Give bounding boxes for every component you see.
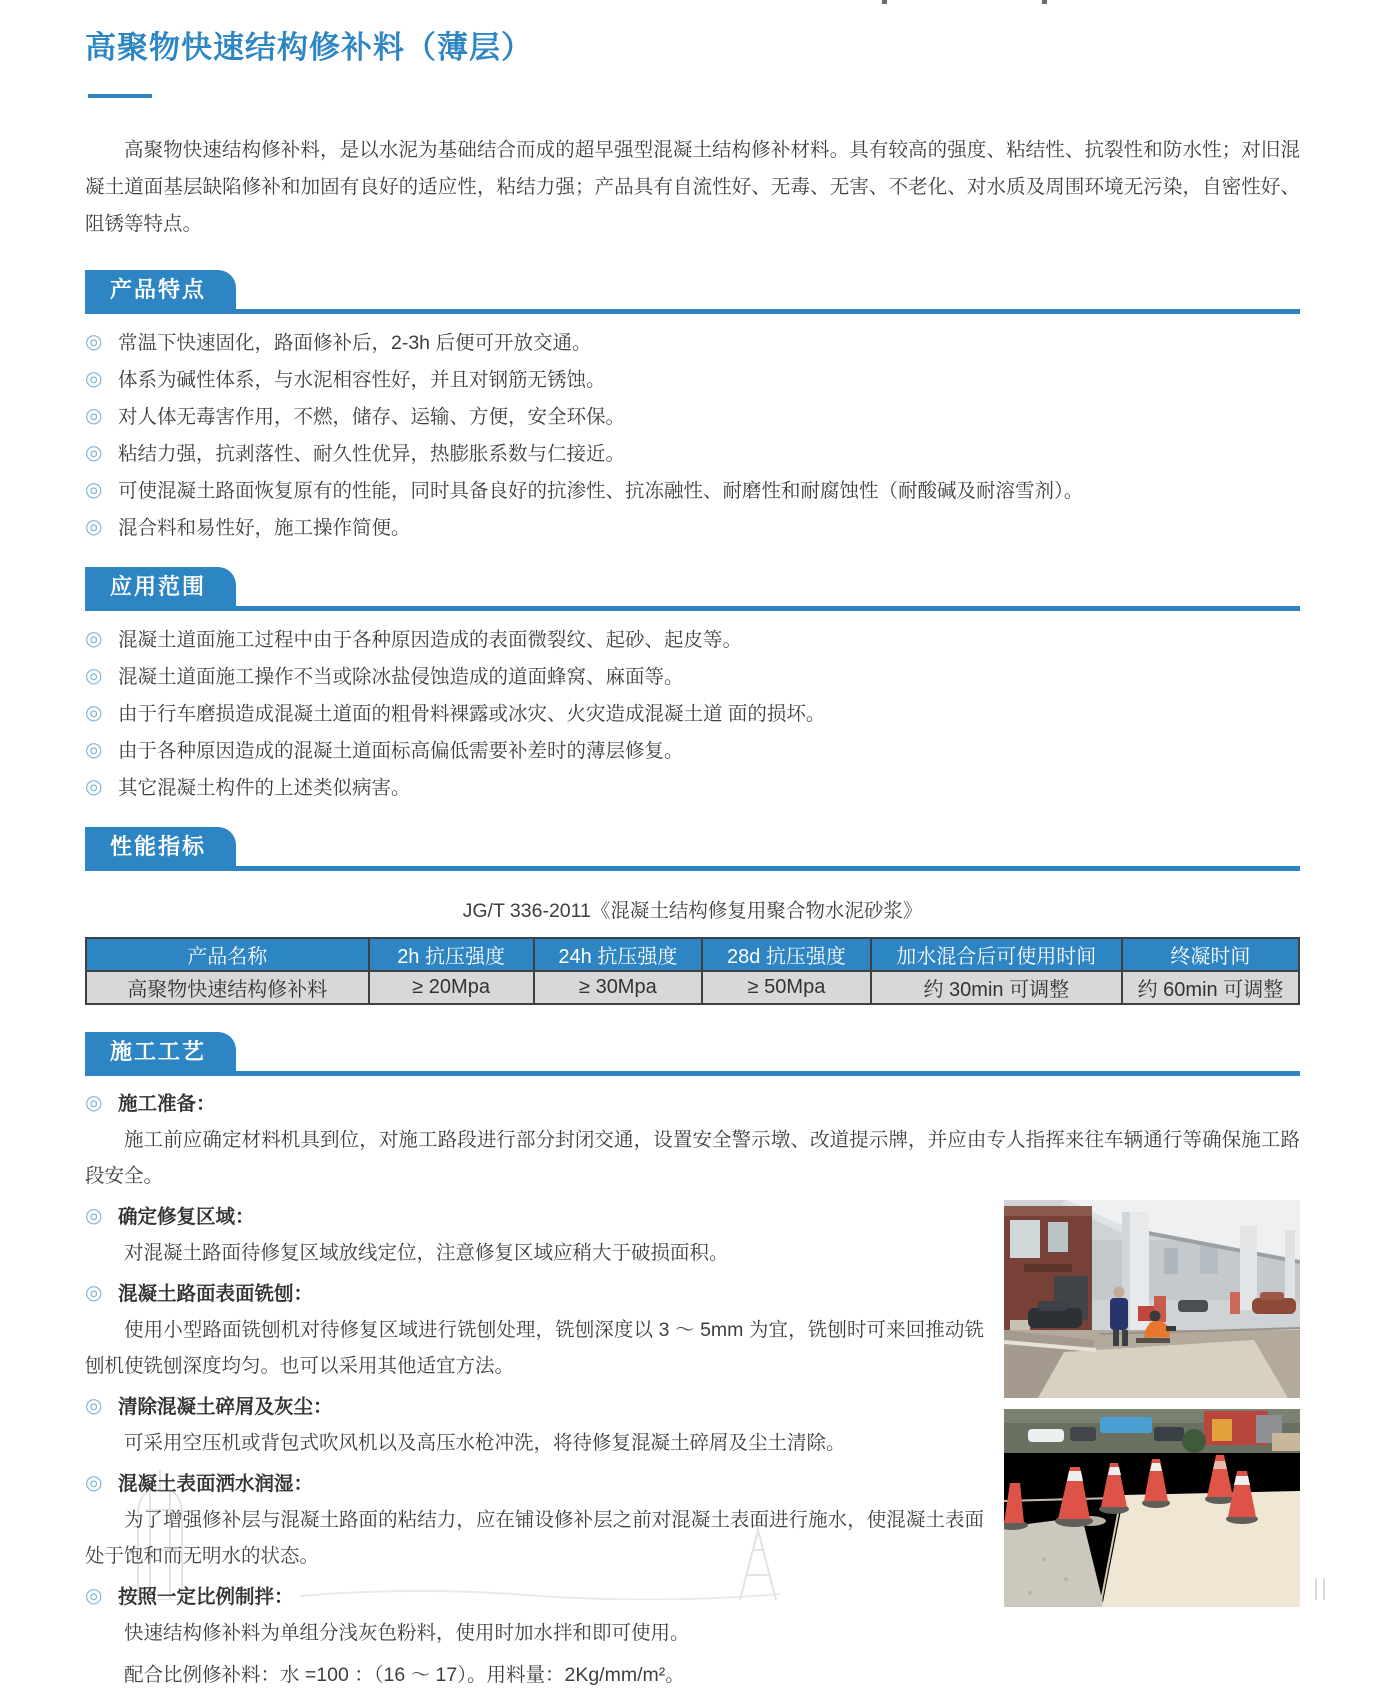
step-body: 使用小型路面铣刨机对待修复区域进行铣刨处理，铣刨深度以 3 ～ 5mm 为宜，铣刨时可来回推动铣刨机使铣刨深度均匀。也可以采用其他适宜方法。 xyxy=(85,1319,984,1377)
list-item-text: 其它混凝土构件的上述类似病害。 xyxy=(118,777,411,799)
page-artifact-dot xyxy=(1042,0,1047,4)
table-cell: 约 60min 可调整 xyxy=(1122,971,1299,1004)
intro-paragraph: 高聚物快速结构修补料，是以水泥为基础结合而成的超早强型混凝土结构修补材料。具有较高的强度、粘结性、抗裂性和防水性；对旧混凝土道面基层缺陷修补和加固有良好的适应性，粘结力强；产品具有自流性好、无毒、无害、不老化、对水质及周围环境无污染，自密性好、阻锈等特点。 xyxy=(85,139,1300,235)
process-body xyxy=(85,1092,1300,1693)
list-item-text: 体系为碱性体系，与水泥相容性好，并且对钢筋无锈蚀。 xyxy=(118,369,606,391)
step-label xyxy=(85,1092,1300,1116)
table-cell: 约 30min 可调整 xyxy=(871,971,1122,1004)
step-body: 可采用空压机或背包式吹风机以及高压水枪冲洗，将待修复混凝土碎屑及尘土清除。 xyxy=(124,1432,846,1454)
step-body: 快速结构修补料为单组分浅灰色粉料，使用时加水拌和即可使用。 xyxy=(124,1622,690,1644)
table-header-row xyxy=(86,938,1299,971)
step-body: 为了增强修补层与混凝土路面的粘结力，应在铺设修补层之前对混凝土表面进行施水，使混凝土表面处于饱和而无明水的状态。 xyxy=(85,1509,984,1567)
table-row xyxy=(86,971,1299,1004)
list-item xyxy=(85,777,1300,800)
double-circle-bullet-icon: ◎ xyxy=(85,331,103,353)
list-item-text: 对人体无毒害作用，不燃，储存、运输、方便，安全环保。 xyxy=(118,406,626,428)
list-item xyxy=(85,666,1300,689)
section-applications xyxy=(85,567,1300,800)
section-head-rule xyxy=(85,827,1300,871)
section-process xyxy=(85,1032,1300,1693)
list-item xyxy=(85,629,1300,652)
step-label-text: 混凝土表面洒水润湿： xyxy=(118,1473,314,1495)
double-circle-bullet-icon: ◎ xyxy=(85,1472,103,1494)
col-header: 28d 抗压强度 xyxy=(702,938,871,971)
step-body: 对混凝土路面待修复区域放线定位，注意修复区域应稍大于破损面积。 xyxy=(124,1242,729,1264)
page-artifact-dot xyxy=(882,0,887,4)
table-cell: ≥ 20Mpa xyxy=(369,971,534,1004)
list-item xyxy=(85,332,1300,355)
step-body: 施工前应确定材料机具到位，对施工路段进行部分封闭交通，设置安全警示墩、改道提示牌，并应由专人指挥来往车辆通行等确保施工路段安全。 xyxy=(85,1129,1300,1187)
step-label xyxy=(85,1205,1300,1229)
step-label xyxy=(85,1282,1300,1306)
section-badge-process: 施工工艺 xyxy=(85,1032,236,1071)
double-circle-bullet-icon: ◎ xyxy=(85,516,103,538)
list-item-text: 常温下快速固化，路面修补后，2-3h 后便可开放交通。 xyxy=(118,332,592,354)
title-underline xyxy=(88,94,152,98)
step-label-text: 清除混凝土碎屑及灰尘： xyxy=(118,1396,333,1418)
section-badge-features: 产品特点 xyxy=(85,270,236,309)
table-cell: 高聚物快速结构修补料 xyxy=(86,971,369,1004)
col-header: 24h 抗压强度 xyxy=(534,938,703,971)
section-head-rule xyxy=(85,270,1300,314)
step-label xyxy=(85,1395,1300,1419)
list-item-text: 粘结力强，抗剥落性、耐久性优异，热膨胀系数与仁接近。 xyxy=(118,443,626,465)
double-circle-bullet-icon: ◎ xyxy=(85,1585,103,1607)
double-circle-bullet-icon: ◎ xyxy=(85,665,103,687)
list-item xyxy=(85,740,1300,763)
step-label xyxy=(85,1585,1300,1609)
standard-caption: JG/T 336-2011《混凝土结构修复用聚合物水泥砂浆》 xyxy=(462,900,923,922)
section-badge-performance: 性能指标 xyxy=(85,827,236,866)
section-product-features xyxy=(85,270,1300,540)
double-circle-bullet-icon: ◎ xyxy=(85,702,103,724)
col-header: 加水混合后可使用时间 xyxy=(871,938,1122,971)
step-label-text: 按照一定比例制拌： xyxy=(118,1586,294,1608)
col-header: 2h 抗压强度 xyxy=(369,938,534,971)
step-label-text: 确定修复区域： xyxy=(118,1206,255,1228)
double-circle-bullet-icon: ◎ xyxy=(85,628,103,650)
double-circle-bullet-icon: ◎ xyxy=(85,739,103,761)
list-item xyxy=(85,443,1300,466)
applications-list xyxy=(85,629,1300,800)
section-badge-applications: 应用范围 xyxy=(85,567,236,606)
section-head-rule xyxy=(85,567,1300,611)
step-body: 配合比例修补料：水 =100 ：（16 ～ 17）。用料量：2Kg/mm/m²。 xyxy=(124,1664,685,1686)
table-cell: ≥ 30Mpa xyxy=(534,971,703,1004)
performance-table xyxy=(85,937,1300,1005)
double-circle-bullet-icon: ◎ xyxy=(85,1205,103,1227)
page-title: 高聚物快速结构修补料（薄层） xyxy=(85,30,533,65)
construction-photo-cones xyxy=(1004,1409,1300,1607)
features-list xyxy=(85,332,1300,540)
step-label xyxy=(85,1472,1300,1496)
list-item xyxy=(85,703,1300,726)
list-item xyxy=(85,480,1300,503)
double-circle-bullet-icon: ◎ xyxy=(85,1092,103,1114)
step-label-text: 施工准备： xyxy=(118,1093,216,1115)
step-label-text: 混凝土路面表面铣刨： xyxy=(118,1283,314,1305)
double-circle-bullet-icon: ◎ xyxy=(85,776,103,798)
list-item-text: 混凝土道面施工操作不当或除冰盐侵蚀造成的道面蜂窝、麻面等。 xyxy=(118,666,684,688)
list-item xyxy=(85,406,1300,429)
double-circle-bullet-icon: ◎ xyxy=(85,1282,103,1304)
double-circle-bullet-icon: ◎ xyxy=(85,442,103,464)
section-head-rule xyxy=(85,1032,1300,1076)
list-item-text: 混合料和易性好，施工操作简便。 xyxy=(118,517,411,539)
list-item xyxy=(85,369,1300,392)
section-performance xyxy=(85,827,1300,1005)
col-header: 终凝时间 xyxy=(1122,938,1299,971)
double-circle-bullet-icon: ◎ xyxy=(85,405,103,427)
col-header: 产品名称 xyxy=(86,938,369,971)
double-circle-bullet-icon: ◎ xyxy=(85,479,103,501)
list-item xyxy=(85,517,1300,540)
list-item-text: 由于行车磨损造成混凝土道面的粗骨料裸露或冰灾、火灾造成混凝土道 面的损坏。 xyxy=(118,703,826,725)
list-item-text: 混凝土道面施工过程中由于各种原因造成的表面微裂纹、起砂、起皮等。 xyxy=(118,629,743,651)
list-item-text: 由于各种原因造成的混凝土道面标高偏低需要补差时的薄层修复。 xyxy=(118,740,684,762)
list-item-text: 可使混凝土路面恢复原有的性能，同时具备良好的抗渗性、抗冻融性、耐磨性和耐腐蚀性（耐酸碱及耐溶雪剂）。 xyxy=(118,480,1084,502)
double-circle-bullet-icon: ◎ xyxy=(85,368,103,390)
table-cell: ≥ 50Mpa xyxy=(702,971,871,1004)
double-circle-bullet-icon: ◎ xyxy=(85,1395,103,1417)
